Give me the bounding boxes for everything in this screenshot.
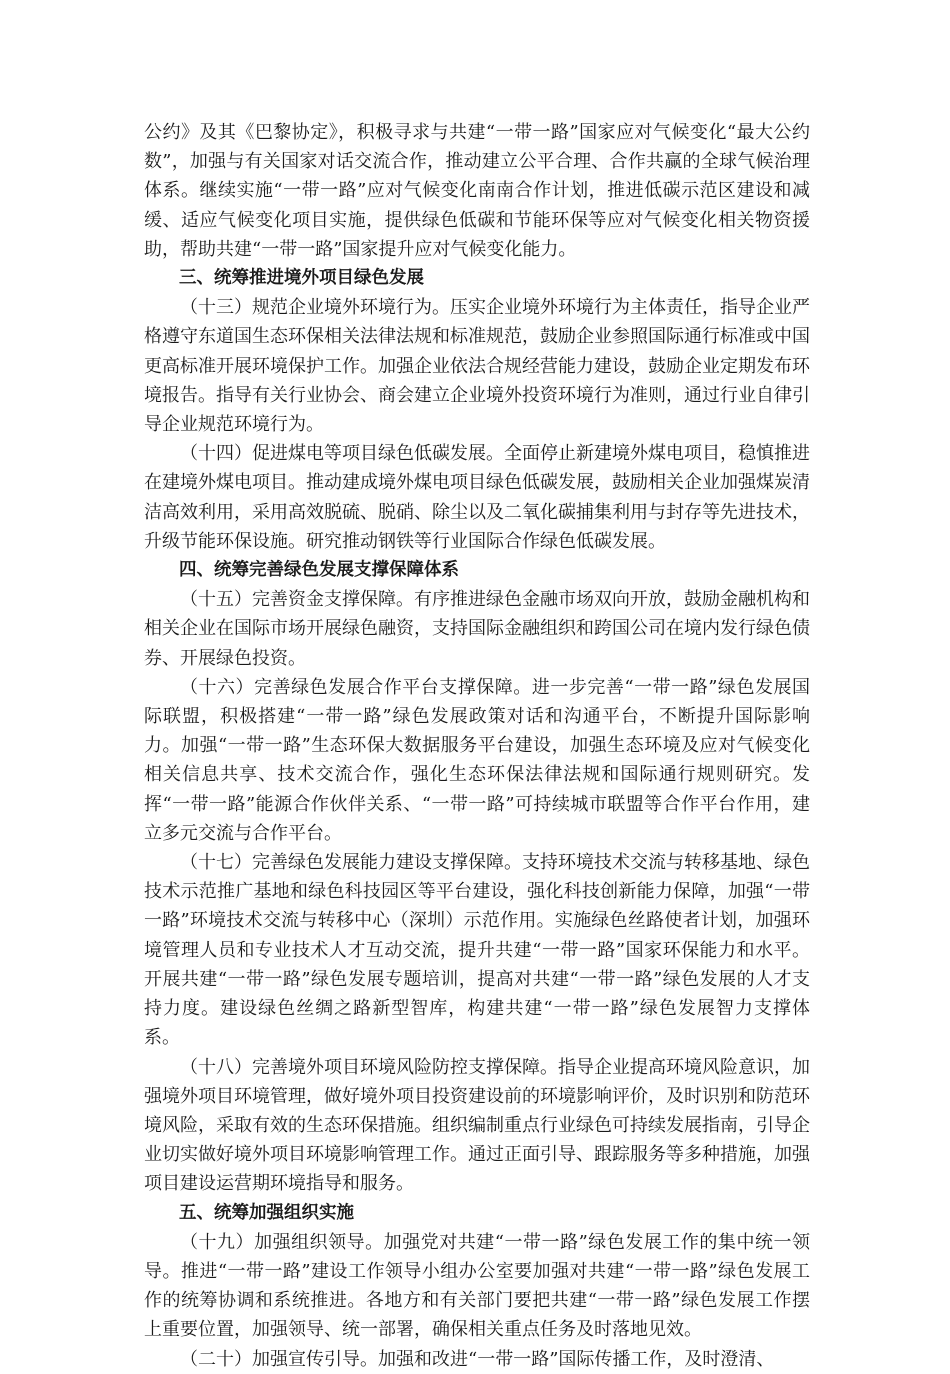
- paragraph-18: （十八）完善境外项目环境风险防控支撑保障。指导企业提高环境风险意识，加强境外项目环境管理，做好境外项目投资建设前的环境影响评价，及时识别和防范环境风险，采取有效的生态环保措施。组织编制重点行业绿色可持续发展指南，引导企业切实做好境外项目环境影响管理工作。通过正面引导、跟踪服务等多种措施，加强项目建设运营期环境指导和服务。: [144, 1056, 810, 1195]
- section-heading-5: 五、统筹加强组织实施: [179, 1202, 354, 1223]
- section-heading-4: 四、统筹完善绿色发展支撑保障体系: [179, 560, 459, 581]
- paragraph-15: （十五）完善资金支撑保障。有序推进绿色金融市场双向开放，鼓励金融机构和相关企业在国际市场开展绿色融资，支持国际金融组织和跨国公司在境内发行绿色债券、开展绿色投资。: [144, 589, 810, 669]
- paragraph-20: （二十）加强宣传引导。加强和改进“一带一路”国际传播工作，及时澄清、: [180, 1348, 775, 1370]
- paragraph-19: （十九）加强组织领导。加强党对共建“一带一路”绿色发展工作的集中统一领导。推进“一带一路”建设工作领导小组办公室要加强对共建“一带一路”绿色发展工作的统筹协调和系统推进。各地方和有关部门要把共建“一带一路”绿色发展工作摆上重要位置，加强领导、统一部署，确保相关重点任务及时落地见效。: [144, 1231, 810, 1341]
- paragraph-13: （十三）规范企业境外环境行为。压实企业境外环境行为主体责任，指导企业严格遵守东道国生态环保相关法律法规和标准规范，鼓励企业参照国际通行标准或中国更高标准开展环境保护工作。加强企业依法合规经营能力建设，鼓励企业定期发布环境报告。指导有关行业协会、商会建立企业境外投资环境行为准则，通过行业自律引导企业规范环境行为。: [144, 297, 810, 436]
- paragraph-climate-cooperation: 公约》及其《巴黎协定》，积极寻求与共建“一带一路”国家应对气候变化“最大公约数”，加强与有关国家对话交流合作，推动建立公平合理、合作共赢的全球气候治理体系。继续实施“一带一路”应对气候变化南南合作计划，推进低碳示范区建设和减缓、适应气候变化项目实施，提供绿色低碳和节能环保等应对气候变化相关物资援助，帮助共建“一带一路”国家提升应对气候变化能力。: [144, 122, 810, 260]
- document-page: [144, 118, 810, 1374]
- paragraph-14: （十四）促进煤电等项目绿色低碳发展。全面停止新建境外煤电项目，稳慎推进在建境外煤电项目。推动建成境外煤电项目绿色低碳发展，鼓励相关企业加强煤炭清洁高效利用，采用高效脱硫、脱硝、除尘以及二氧化碳捕集利用与封存等先进技术，升级节能环保设施。研究推动钢铁等行业国际合作绿色低碳发展。: [144, 443, 810, 552]
- section-heading-3: 三、统筹推进境外项目绿色发展: [179, 268, 424, 289]
- paragraph-16: （十六）完善绿色发展合作平台支撑保障。进一步完善“一带一路”绿色发展国际联盟，积极搭建“一带一路”绿色发展政策对话和沟通平台，不断提升国际影响力。加强“一带一路”生态环保大数据服务平台建设，加强生态环境及应对气候变化相关信息共享、技术交流合作，强化生态环保法律法规和国际通行规则研究。发挥“一带一路”能源合作伙伴关系、“一带一路”可持续城市联盟等合作平台作用，建立多元交流与合作平台。: [144, 676, 810, 844]
- paragraph-17: （十七）完善绿色发展能力建设支撑保障。支持环境技术交流与转移基地、绿色技术示范推广基地和绿色科技园区等平台建设，强化科技创新能力保障，加强“一带一路”环境技术交流与转移中心（深圳）示范作用。实施绿色丝路使者计划，加强环境管理人员和专业技术人才互动交流，提升共建“一带一路”国家环保能力和水平。开展共建“一带一路”绿色发展专题培训，提高对共建“一带一路”绿色发展的人才支持力度。建设绿色丝绸之路新型智库，构建共建“一带一路”绿色发展智力支撑体系。: [144, 852, 810, 1049]
